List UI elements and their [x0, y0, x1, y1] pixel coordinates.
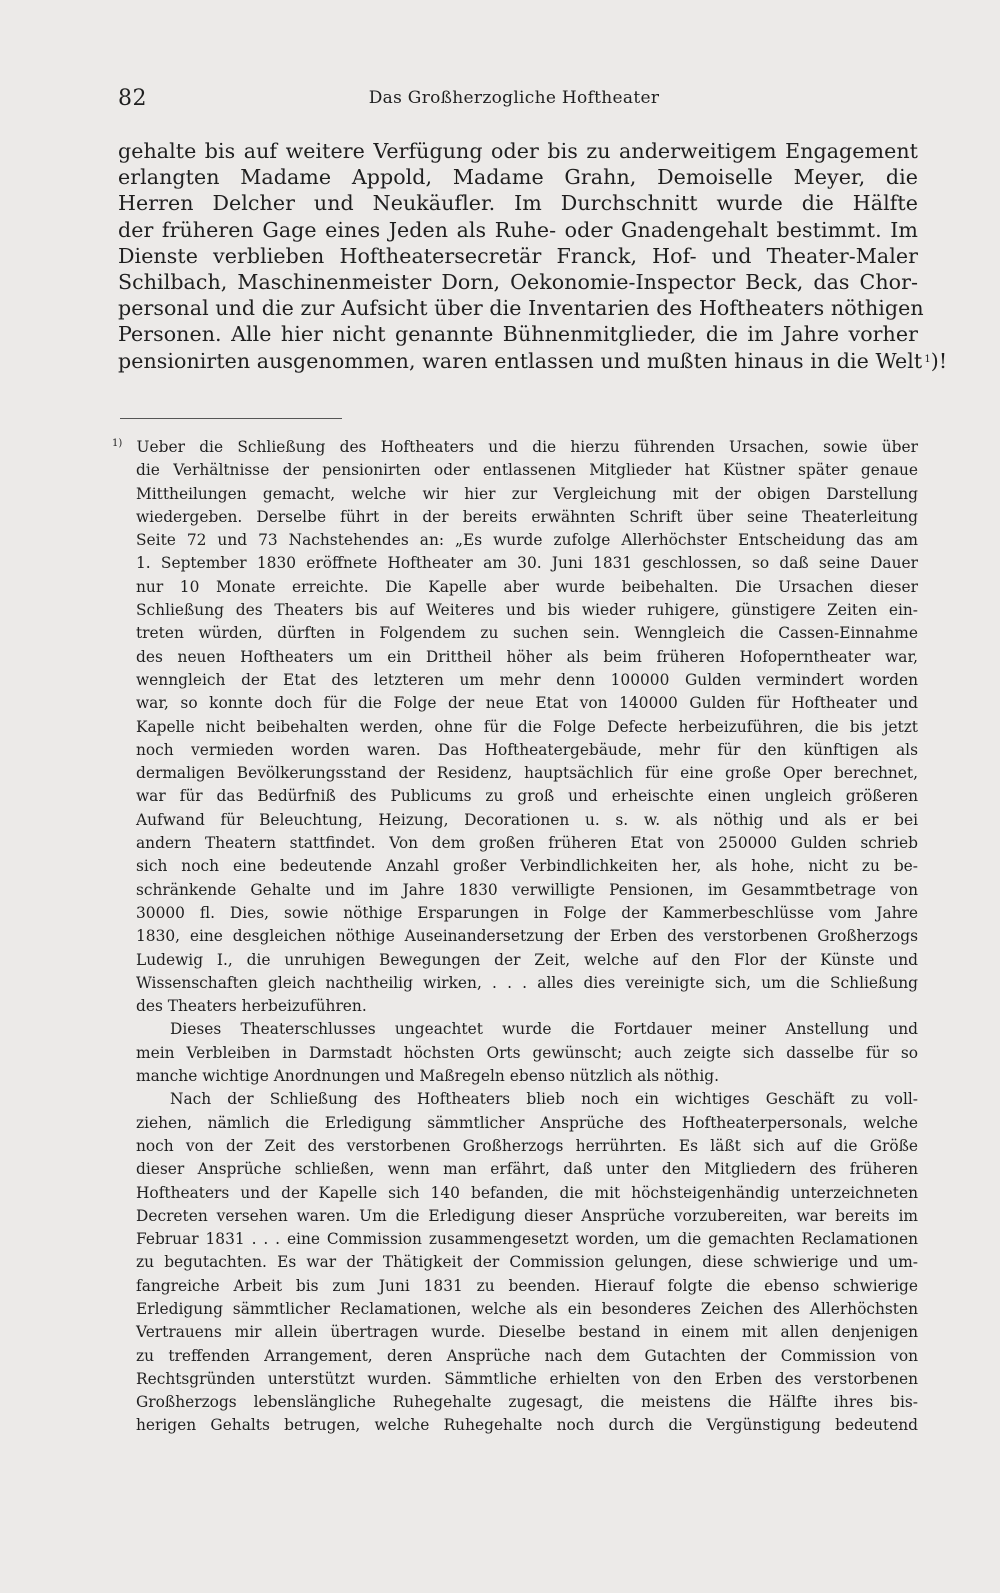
footnote-line: Hoftheaters und der Kapelle sich 140 befanden, die mit höchsteigenhändig unterzeichneten [136, 1183, 918, 1202]
footnote-line: sich noch eine bedeutende Anzahl großer Verbindlichkeiten her, als hohe, nicht zu be- [136, 857, 918, 876]
footnote-line: Mittheilungen gemacht, welche wir hier zur Vergleichung mit der obigen Darstellung [136, 484, 918, 503]
footnote-line: Erledigung sämmtlicher Reclamationen, welche als ein besonderes Zeichen des Allerhöchsten [136, 1299, 918, 1318]
footnote-line: 30000 fl. Dies, sowie nöthige Ersparungen in Folge der Kammerbeschlüsse vom Jahre [136, 903, 918, 922]
footnote-line: 1. September 1830 eröffnete Hoftheater am 30. Juni 1831 geschlossen, so daß seine Dauer [136, 554, 918, 573]
footnote-line: des Theaters herbeizuführen. [136, 997, 367, 1016]
footnote-line: dieser Ansprüche schließen, wenn man erfährt, daß unter den Mitgliedern des früheren [136, 1160, 918, 1179]
footnote-line: war für das Bedürfniß des Publicums zu groß und erheischte einen ungleich größeren [136, 787, 918, 806]
footnote-line: zu begutachten. Es war der Thätigkeit der Commission gelungen, diese schwierige und um- [136, 1253, 918, 1272]
footnote-line: dermaligen Bevölkerungsstand der Residenz, hauptsächlich für eine große Oper berechnet, [136, 764, 918, 783]
footnote-line: Vertrauens mir allein übertragen wurde. Dieselbe bestand in einem mit allen denjenigen [136, 1323, 918, 1342]
main-line-final [118, 348, 948, 374]
footnote-line: Nach der Schließung des Hoftheaters blieb noch ein wichtiges Geschäft zu voll- [170, 1090, 918, 1109]
footnote-line: die Verhältnisse der pensionirten oder entlassenen Mitglieder hat Küstner später genaue [136, 461, 918, 480]
main-text-block [118, 138, 948, 374]
footnote-line: andern Theatern stattfindet. Von dem großen früheren Etat von 250000 Gulden schrieb [136, 834, 918, 853]
footnote-line-text: Ueber die Schließung des Hoftheaters und die hierzu führenden Ursachen, sowie über [136, 438, 918, 456]
footnote-line: zu treffenden Arrangement, deren Ansprüche nach dem Gutachten der Commission von [136, 1346, 918, 1365]
footnote-line: nur 10 Monate erreichte. Die Kapelle aber wurde beibehalten. Die Ursachen dieser [136, 577, 918, 596]
footnote-line: treten würden, dürften in Folgendem zu suchen sein. Wenngleich die Cassen-Einnahme [136, 624, 918, 643]
running-head: Das Großherzogliche Hoftheater [368, 88, 660, 108]
main-line: Schilbach, Maschinenmeister Dorn, Oekonomie-Inspector Beck, das Chor- [118, 269, 918, 294]
footnote-line: des neuen Hoftheaters um ein Drittheil höher als beim früheren Hofoperntheater war, [136, 647, 918, 666]
footnote-line: Dieses Theaterschlusses ungeachtet wurde die Fortdauer meiner Anstellung und [170, 1020, 918, 1039]
footnote-line: fangreiche Arbeit bis zum Juni 1831 zu beenden. Hierauf folgte die ebenso schwierige [136, 1276, 918, 1295]
footnote-line: wiedergeben. Derselbe führt in der bereits erwähnten Schrift über seine Theaterleitung [136, 507, 918, 526]
footnote-line: Wissenschaften gleich nachtheilig wirken, . . . alles dies vereinigte sich, um die Schließung [136, 973, 918, 992]
footnote-line: Rechtsgründen unterstützt wurden. Sämmtliche erhielten von den Erben des verstorbenen [136, 1369, 918, 1388]
main-line: erlangten Madame Appold, Madame Grahn, Demoiselle Meyer, die [118, 165, 918, 190]
footnote-line: noch vermieden worden waren. Das Hoftheatergebäude, mehr für den künftigen als [136, 740, 918, 759]
footnote-line: Ludewig I., die unruhigen Bewegungen der Zeit, welche auf den Flor der Künste und [136, 950, 918, 969]
footnote-line: mein Verbleiben in Darmstadt höchsten Orts gewünscht; auch zeigte sich dasselbe für so [136, 1043, 918, 1062]
footnote-line: schränkende Gehalte und im Jahre 1830 verwilligte Pensionen, im Gesammtbetrage von [136, 880, 918, 899]
footnote-reference: 1 [924, 353, 931, 365]
footnote-line: noch von der Zeit des verstorbenen Großherzogs herrührten. Es läßt sich auf die Größe [136, 1136, 918, 1155]
main-line-suffix: )! [930, 348, 948, 373]
footnote-line: manche wichtige Anordnungen und Maßregeln ebenso nützlich als nöthig. [136, 1067, 719, 1086]
footnote-line: Februar 1831 . . . eine Commission zusammengesetzt worden, um die gemachten Reclamationen [136, 1230, 918, 1249]
footnote-line: 1830, eine desgleichen nöthige Auseinandersetzung der Erben des verstorbenen Großherzogs [136, 927, 918, 946]
page-number: 82 [118, 86, 147, 111]
footnote-line: war, so konnte doch für die Folge der neue Etat von 140000 Gulden für Hoftheater und [136, 694, 918, 713]
footnote-line: Seite 72 und 73 Nachstehendes an: „Es wurde zufolge Allerhöchster Entscheidung das am [136, 531, 918, 550]
footnote-line: Decreten versehen waren. Um die Erledigung dieser Ansprüche vorzubereiten, war bereits im [136, 1206, 918, 1225]
main-line-text: pensionirten ausgenommen, waren entlassen und mußten hinaus in die Welt [118, 348, 923, 373]
main-line: personal und die zur Aufsicht über die Inventarien des Hoftheaters nöthigen [118, 296, 924, 321]
footnotes-block [112, 436, 918, 1438]
footnote-line: herigen Gehalts betrugen, welche Ruhegehalte noch durch die Vergünstigung bedeutend [136, 1416, 918, 1435]
footnote-line [112, 436, 918, 459]
main-line: Herren Delcher und Neukäufler. Im Durchschnitt wurde die Hälfte [118, 191, 918, 216]
footnote-line: Großherzogs lebenslängliche Ruhegehalte zugesagt, die meistens die Hälfte ihres bis- [136, 1393, 918, 1412]
footnote-line: wenngleich der Etat des letzteren um mehr denn 100000 Gulden vermindert worden [136, 670, 918, 689]
page-header [114, 86, 914, 120]
main-line: gehalte bis auf weitere Verfügung oder bis zu anderweitigem Engagement [118, 139, 918, 163]
main-line: Personen. Alle hier nicht genannte Bühnenmitglieder, die im Jahre vorher [118, 322, 918, 347]
main-line: Dienste verblieben Hoftheatersecretär Franck, Hof- und Theater-Maler [118, 243, 918, 268]
footnote-line: Aufwand für Beleuchtung, Heizung, Decorationen u. s. w. als nöthig und als er bei [136, 810, 918, 829]
footnote-line: Schließung des Theaters bis auf Weiteres und bis wieder ruhigere, günstigere Zeiten ein- [136, 601, 918, 620]
footnote-divider [120, 418, 342, 419]
footnote-line: Kapelle nicht beibehalten werden, ohne für die Folge Defecte herbeizuführen, die bis jetzt [136, 717, 918, 736]
main-line: der früheren Gage eines Jeden als Ruhe- oder Gnadengehalt bestimmt. Im [118, 217, 918, 242]
footnote-marker: 1) [112, 438, 123, 449]
footnote-line: ziehen, nämlich die Erledigung sämmtlicher Ansprüche des Hoftheaterpersonals, welche [136, 1113, 918, 1132]
